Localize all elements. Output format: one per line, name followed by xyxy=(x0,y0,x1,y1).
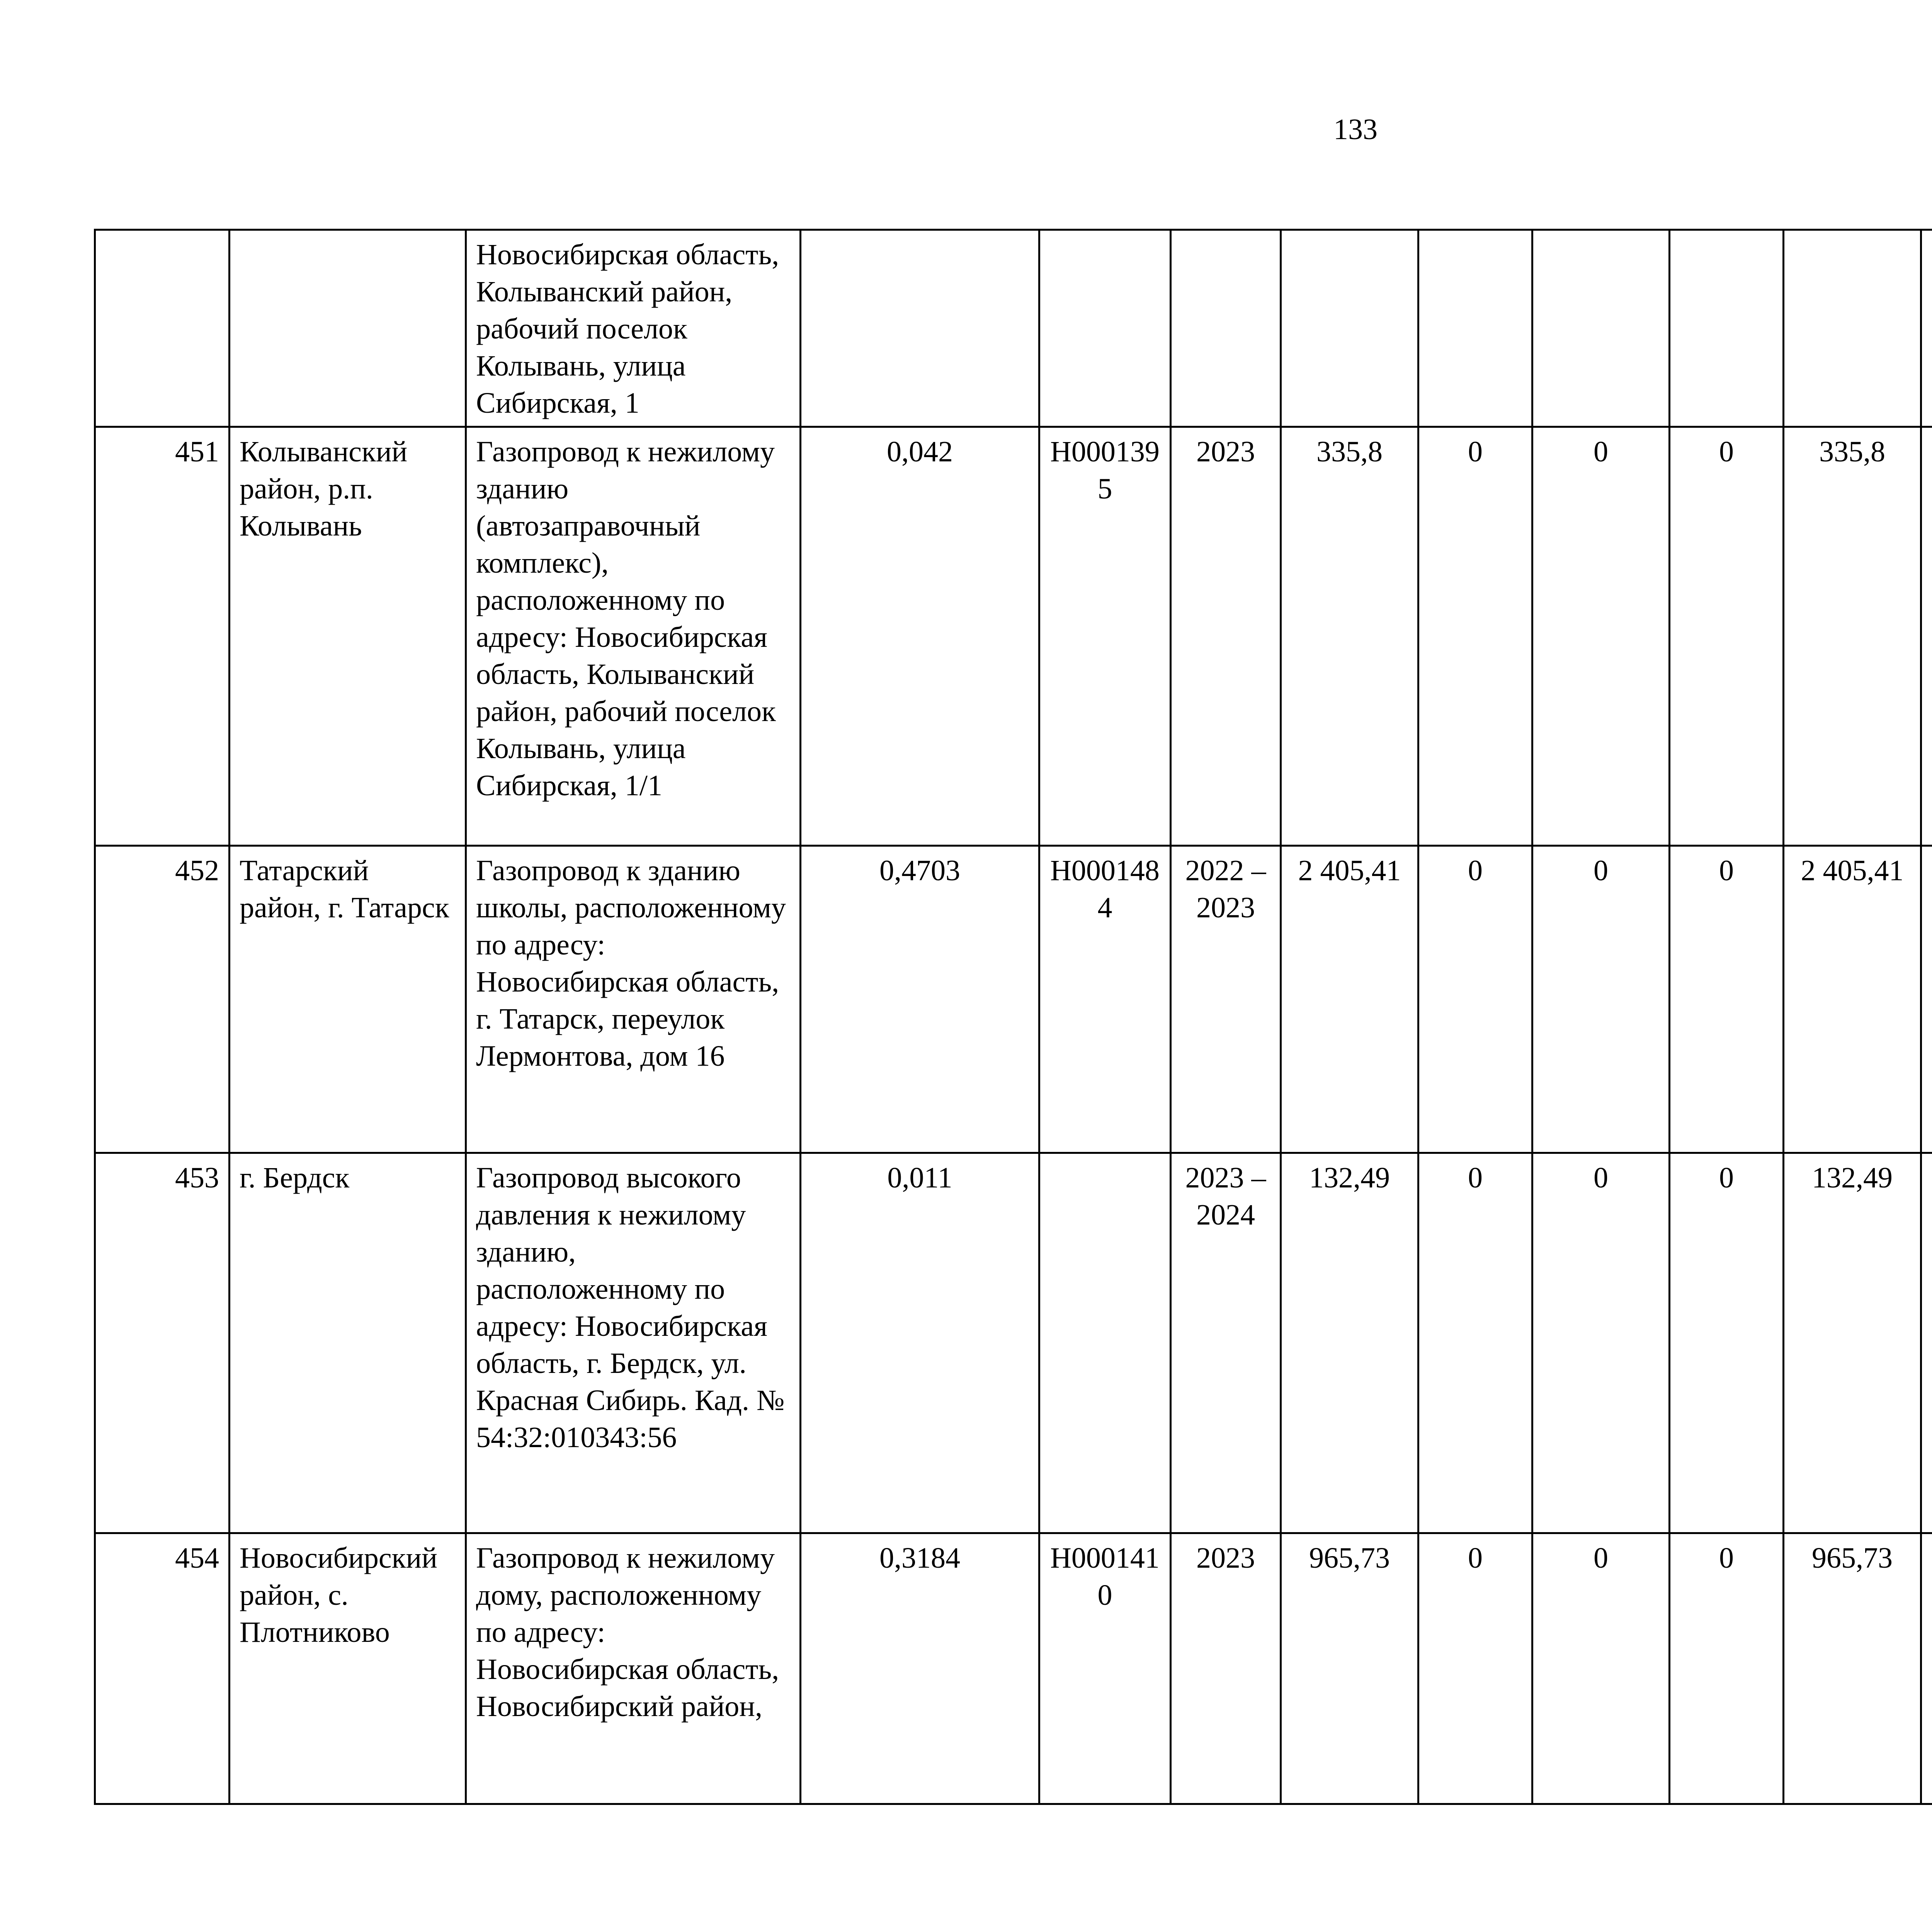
cell-length: 0,3184 xyxy=(801,1533,1039,1804)
cell-municipality: г. Бердск xyxy=(230,1153,466,1533)
cell-years: 2023 xyxy=(1171,427,1281,846)
cell-v4 xyxy=(1784,230,1921,427)
cell-length: 0,011 xyxy=(801,1153,1039,1533)
cell-no xyxy=(95,230,230,427)
cell-years: 2023 – 2024 xyxy=(1171,1153,1281,1533)
cell-v2: 0 xyxy=(1532,1153,1670,1533)
cell-v2: 0 xyxy=(1532,846,1670,1153)
cell-no: 453 xyxy=(95,1153,230,1533)
cell-municipality: Новосибирский район, с. Плотниково xyxy=(230,1533,466,1804)
cell-code xyxy=(1039,230,1171,427)
cell-years: 2022 – 2023 xyxy=(1171,846,1281,1153)
cell-v4: 965,73 xyxy=(1784,1533,1921,1804)
cell-v1: 0 xyxy=(1418,427,1532,846)
cell-description: Газопровод высокого давления к нежилому зданию, расположенному по адресу: Новосибирская область, г. Бердск, ул. Красная Сибирь. Кад. № 54:32:010343:56 xyxy=(466,1153,801,1533)
cell-code xyxy=(1039,1153,1171,1533)
cell-v1: 0 xyxy=(1418,1533,1532,1804)
cell-code: Н0001395 xyxy=(1039,427,1171,846)
cell-code: Н0001484 xyxy=(1039,846,1171,1153)
cell-length: 0,4703 xyxy=(801,846,1039,1153)
cell-v4: 335,8 xyxy=(1784,427,1921,846)
cell-municipality: Колыванский район, р.п. Колывань xyxy=(230,427,466,846)
cell-description: Газопровод к зданию школы, расположенному по адресу: Новосибирская область, г. Татарск, переулок Лермонтова, дом 16 xyxy=(466,846,801,1153)
cell-v3: 0 xyxy=(1670,1533,1784,1804)
cell-code: Н0001410 xyxy=(1039,1533,1171,1804)
cell-years xyxy=(1171,230,1281,427)
cell-no: 454 xyxy=(95,1533,230,1804)
cell-v4: 2 405,41 xyxy=(1784,846,1921,1153)
cell-v3: 0 xyxy=(1670,846,1784,1153)
table-row-continuation xyxy=(95,230,1932,427)
cell-total xyxy=(1281,230,1418,427)
cell-description: Газопровод к нежилому зданию (автозаправочный комплекс), расположенному по адресу: Новосибирская область, Колыванский район, рабочий поселок Колывань, улица Сибирская, 1/1 xyxy=(466,427,801,846)
table-row xyxy=(95,1153,1932,1533)
cell-total: 335,8 xyxy=(1281,427,1418,846)
investment-program-table xyxy=(94,229,1932,1805)
cell-organization xyxy=(1921,846,1932,1153)
page-number: 133 xyxy=(1333,113,1378,146)
cell-no: 451 xyxy=(95,427,230,846)
cell-v3: 0 xyxy=(1670,427,1784,846)
cell-municipality xyxy=(230,230,466,427)
cell-organization xyxy=(1921,1533,1932,1804)
cell-years: 2023 xyxy=(1171,1533,1281,1804)
table-row xyxy=(95,846,1932,1153)
cell-total: 132,49 xyxy=(1281,1153,1418,1533)
cell-v3 xyxy=(1670,230,1784,427)
cell-v4: 132,49 xyxy=(1784,1153,1921,1533)
table-row xyxy=(95,1533,1932,1804)
table-row xyxy=(95,427,1932,846)
cell-organization xyxy=(1921,230,1932,427)
cell-no: 452 xyxy=(95,846,230,1153)
cell-v3: 0 xyxy=(1670,1153,1784,1533)
cell-organization xyxy=(1921,427,1932,846)
cell-length xyxy=(801,230,1039,427)
cell-description: Новосибирская область, Колыванский район, рабочий поселок Колывань, улица Сибирская, 1 xyxy=(466,230,801,427)
cell-v2: 0 xyxy=(1532,1533,1670,1804)
cell-v2: 0 xyxy=(1532,427,1670,846)
cell-length: 0,042 xyxy=(801,427,1039,846)
cell-v1: 0 xyxy=(1418,846,1532,1153)
cell-total: 965,73 xyxy=(1281,1533,1418,1804)
cell-v2 xyxy=(1532,230,1670,427)
cell-description: Газопровод к нежилому дому, расположенному по адресу: Новосибирская область, Новосибирский район, xyxy=(466,1533,801,1804)
cell-municipality: Татарский район, г. Татарск xyxy=(230,846,466,1153)
cell-total: 2 405,41 xyxy=(1281,846,1418,1153)
cell-v1: 0 xyxy=(1418,1153,1532,1533)
cell-v1 xyxy=(1418,230,1532,427)
cell-organization xyxy=(1921,1153,1932,1533)
